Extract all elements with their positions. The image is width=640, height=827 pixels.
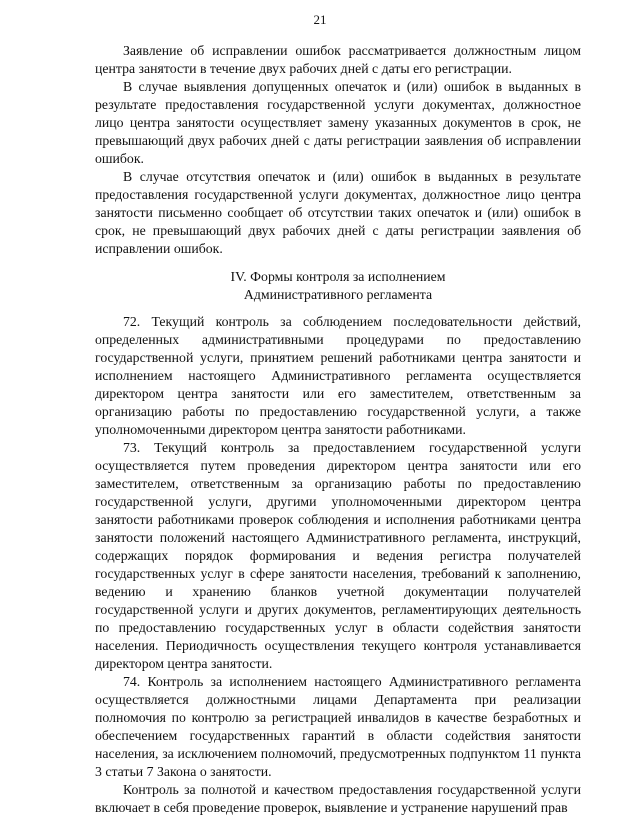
page-number: 21 (313, 12, 327, 27)
paragraph-errors-found: В случае выявления допущенных опечаток и (или) ошибок в выданных в результате предоставления государственной услуги документах, должностное лицо центра занятости осуществляет замену указанных документов в срок, не превышающий двух рабочих дней с даты регистрации заявления об исправлении ошибок. (95, 79, 581, 166)
document-body (95, 42, 581, 817)
paragraph-no-errors: В случае отсутствия опечаток и (или) ошибок в выданных в результате предоставления государственной услуги документах, должностное лицо центра занятости письменно сообщает об отсутствии таких опечаток и (или) ошибок в срок, не превышающий двух рабочих дней с даты регистрации заявления об исправлении ошибок. (95, 169, 581, 256)
section-title-line-2: Административного регламента (243, 287, 433, 302)
paragraph-72: 72. Текущий контроль за соблюдением последовательности действий, определенных административными процедурами по предоставлению государственной услуги, принятием решений работниками центра занятости и исполнением настоящего Административного регламента осуществляется директором центра занятости или его заместителем, ответственным за организацию работы по предоставлению государственной услуги, а также уполномоченными директором центра занятости работниками. (95, 314, 581, 437)
paragraph-74: 74. Контроль за исполнением настоящего Административного регламента осуществляется должностными лицами Департамента при реализации полномочия по контролю за регистрацией инвалидов в качестве безработных и обеспечением государственных гарантий в области содействия занятости населения, за исключением полномочий, предусмотренных подпунктом 11 пункта 3 статьи 7 Закона о занятости. (95, 674, 581, 779)
section-title-line-1: IV. Формы контроля за исполнением (230, 269, 446, 284)
paragraph-correction-review: Заявление об исправлении ошибок рассматривается должностным лицом центра занятости в течение двух рабочих дней с даты его регистрации. (95, 43, 581, 76)
section-heading (95, 268, 581, 304)
paragraph-73: 73. Текущий контроль за предоставлением государственной услуги осуществляется путем проведения директором центра занятости или его заместителем, ответственным за организацию работы по предоставлению государственной услуги, другими уполномоченными директором центра занятости работниками проверок соблюдения и исполнения работниками центра занятости положений настоящего Административного регламента, инструкций, содержащих порядок формирования и ведения регистра получателей государственных услуг в сфере занятости населения, требований к заполнению, ведению и хранению бланков учетной документации получателей государственной услуги и других документов, регламентирующих деятельность по предоставлению государственных услуг в области содействия занятости населения. Периодичность осуществления текущего контроля устанавливается директором центра занятости. (95, 440, 581, 671)
paragraph-quality-control: Контроль за полнотой и качеством предоставления государственной услуги включает в себя проведение проверок, выявление и устранение нарушений прав (95, 782, 581, 815)
